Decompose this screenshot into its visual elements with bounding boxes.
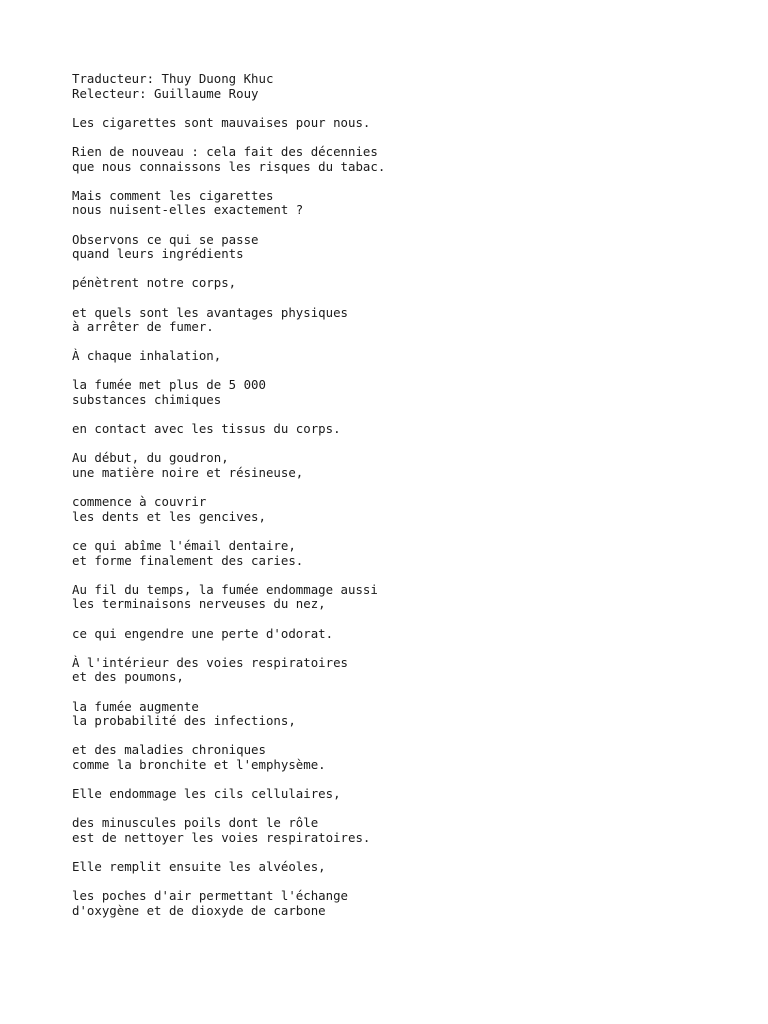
credits-block	[72, 72, 712, 101]
transcript-paragraph	[72, 306, 712, 335]
transcript-line: à arrêter de fumer.	[72, 319, 214, 335]
transcript-line: la probabilité des infections,	[72, 713, 296, 729]
transcript-paragraph	[72, 700, 712, 729]
transcript-paragraph	[72, 116, 712, 131]
transcript-line: des minuscules poils dont le rôle	[72, 815, 319, 831]
transcript-paragraph	[72, 860, 712, 875]
transcript-paragraph	[72, 495, 712, 524]
transcript-line: Au fil du temps, la fumée endommage aussi	[72, 581, 378, 597]
transcript-line: Au début, du goudron,	[72, 450, 229, 466]
transcript-line: que nous connaissons les risques du tabac.	[72, 158, 386, 174]
transcript-line: les poches d'air permettant l'échange	[72, 888, 349, 904]
transcript-line: Observons ce qui se passe	[72, 231, 259, 247]
transcript-line: et quels sont les avantages physiques	[72, 304, 349, 320]
document-text	[72, 72, 712, 933]
reviewer-credit: Relecteur: Guillaume Rouy	[72, 85, 259, 101]
transcript-paragraph	[72, 539, 712, 568]
transcript-line: Mais comment les cigarettes	[72, 187, 274, 203]
transcript-line: et forme finalement des caries.	[72, 552, 304, 568]
transcript-line: et des maladies chroniques	[72, 742, 266, 758]
transcript-paragraph	[72, 189, 712, 218]
transcript-paragraph	[72, 889, 712, 918]
transcript-paragraph	[72, 422, 712, 437]
transcript-line: comme la bronchite et l'emphysème.	[72, 756, 326, 772]
transcript-line: les dents et les gencives,	[72, 508, 266, 524]
transcript-line: et des poumons,	[72, 669, 184, 685]
transcript-line: Rien de nouveau : cela fait des décennies	[72, 143, 378, 159]
transcript-paragraph	[72, 145, 712, 174]
transcript-paragraph	[72, 378, 712, 407]
transcript-line: d'oxygène et de dioxyde de carbone	[72, 902, 326, 918]
transcript-paragraph	[72, 583, 712, 612]
transcript-line: la fumée met plus de 5 000	[72, 377, 266, 393]
transcript-paragraph	[72, 276, 712, 291]
transcript-line: une matière noire et résineuse,	[72, 465, 304, 481]
transcript-line: Elle endommage les cils cellulaires,	[72, 786, 341, 802]
transcript-line: Les cigarettes sont mauvaises pour nous.	[72, 114, 371, 130]
transcript-line: Elle remplit ensuite les alvéoles,	[72, 859, 326, 875]
transcript-line: À l'intérieur des voies respiratoires	[72, 654, 349, 670]
transcript-paragraph	[72, 816, 712, 845]
transcript-line: pénètrent notre corps,	[72, 275, 237, 291]
transcript-paragraph	[72, 451, 712, 480]
transcript-line: À chaque inhalation,	[72, 348, 222, 364]
transcript-line: ce qui engendre une perte d'odorat.	[72, 625, 334, 641]
transcript-line: commence à couvrir	[72, 494, 207, 510]
transcript-line: la fumée augmente	[72, 698, 199, 714]
transcript-line: substances chimiques	[72, 392, 222, 408]
transcript-paragraph	[72, 787, 712, 802]
transcript-paragraph	[72, 656, 712, 685]
transcript-line: ce qui abîme l'émail dentaire,	[72, 538, 296, 553]
transcript-paragraph	[72, 743, 712, 772]
transcript-line: quand leurs ingrédients	[72, 246, 244, 262]
transcript-paragraph	[72, 627, 712, 642]
transcript-paragraph	[72, 233, 712, 262]
transcript-paragraph	[72, 349, 712, 364]
transcript-line: est de nettoyer les voies respiratoires.	[72, 829, 371, 845]
transcript-line: nous nuisent-elles exactement ?	[72, 202, 304, 218]
translator-credit: Traducteur: Thuy Duong Khuc	[72, 71, 274, 86]
transcript-line: les terminaisons nerveuses du nez,	[72, 596, 326, 612]
transcript-line: en contact avec les tissus du corps.	[72, 421, 341, 437]
